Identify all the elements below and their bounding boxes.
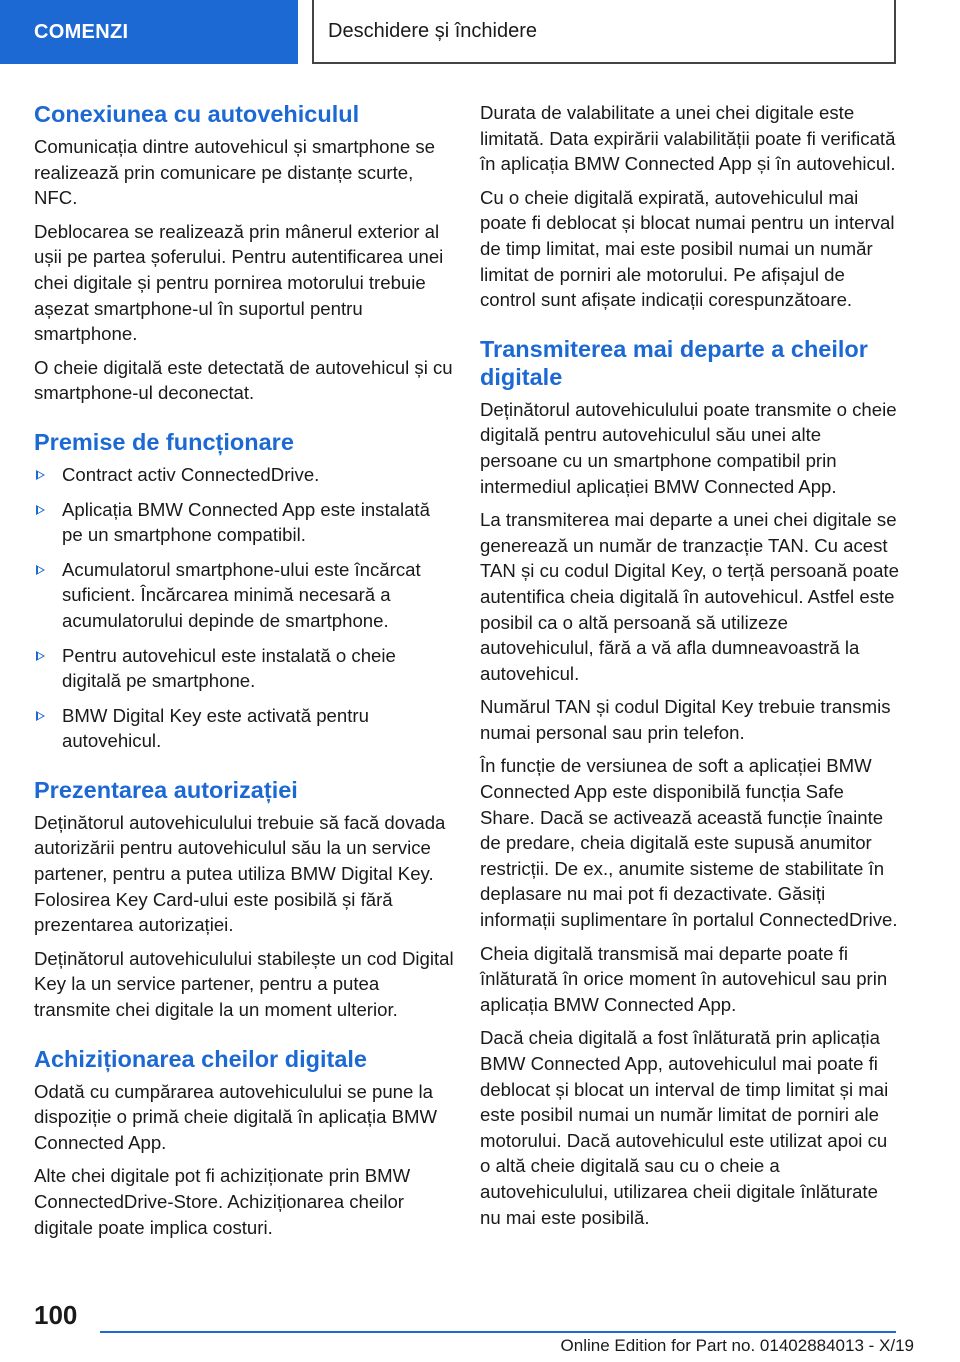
- triangle-bullet-icon: [36, 565, 45, 575]
- paragraph: Cheia digitală transmisă mai departe poate fi înlăturată în orice moment în autovehicul sau prin aplicația BMW Connected App.: [480, 942, 888, 1015]
- section-connection: [34, 100, 454, 406]
- paragraph: O cheie digitală este detectată de autovehicul și cu smartphone-ul deconectat.: [34, 356, 453, 404]
- paragraph: Dacă cheia digitală a fost înlăturată prin aplicația BMW Connected App, autovehiculul mai poate fi deblocat și blocat un interval de timp limitat și mai este posibil numai un număr limitat de porniri ale motorului. Dacă autovehiculul este utilizat apoi cu o altă cheie digitală sau cu o cheie a autovehiculului, utilizarea cheii digitale înlăturate nu mai este posibilă.: [480, 1027, 889, 1228]
- section-sharing: [480, 335, 900, 1230]
- paragraph: Comunicația dintre autovehicul și smartphone se realizează prin comunicare pe distanțe scurte, NFC.: [34, 136, 436, 209]
- section-tab: COMENZI: [0, 0, 298, 64]
- edition-note: Online Edition for Part no. 01402884013 - X/19: [560, 1336, 914, 1355]
- list-item-text: Pentru autovehicul este instalată o cheie digitală pe smartphone.: [62, 644, 396, 692]
- list-item-text: Aplicația BMW Connected App este instalată pe un smartphone compatibil.: [62, 498, 430, 546]
- list-item: [34, 497, 454, 548]
- paragraph: La transmiterea mai departe a unei chei digitale se generează un număr de tranzacție TAN. Cu acest TAN și cu codul Digital Key, o terță persoană poate autentifica cheia digitală în autovehicul. Astfel este posibil ca o altă persoană să utilizeze autovehiculul, fără a vă afla dumneavoastră la autovehicul.: [480, 509, 899, 684]
- footer-divider: [100, 1331, 896, 1333]
- paragraph: Deținătorul autovehiculului trebuie să facă dovada autorizării pentru autovehiculul său la un service partener, pentru a putea utiliza BMW Digital Key. Folosirea Key Card-ului este posibilă și fără prezentarea autorizației.: [34, 811, 446, 936]
- list-item-text: Contract activ ConnectedDrive.: [62, 463, 320, 485]
- section-heading: Conexiunea cu autovehiculul: [34, 101, 360, 127]
- paragraph: Deținătorul autovehiculului stabilește un cod Digital Key la un service partener, pentru a putea transmite chei digitale la un moment ulterior.: [34, 947, 454, 1021]
- triangle-bullet-icon: [36, 651, 45, 661]
- triangle-bullet-icon: [36, 470, 45, 480]
- right-column: [480, 100, 900, 1252]
- list-item: [34, 703, 454, 754]
- paragraph: Deblocarea se realizează prin mânerul exterior al ușii pe partea șoferului. Pentru autentificarea unei chei digitale și pentru pornirea motorului trebuie așezat smartphone-ul în suportul pentru smartphone.: [34, 220, 444, 345]
- section-validity: [480, 100, 900, 313]
- section-heading: Achiziționarea cheilor digitale: [34, 1045, 367, 1072]
- list-item-text: Acumulatorul smartphone-ului este încărcat suficient. Încărcarea minimă necesară a acumulatorului depinde de smartphone.: [62, 558, 421, 631]
- list-item: [34, 462, 454, 488]
- page-footer: [0, 1290, 960, 1362]
- prerequisite-list: [34, 462, 454, 754]
- section-heading: Prezentarea autorizației: [34, 776, 298, 803]
- page-number: 100: [34, 1300, 78, 1330]
- left-column: [34, 100, 454, 1262]
- triangle-bullet-icon: [36, 711, 45, 721]
- chapter-title: Deschidere și închidere: [312, 0, 896, 64]
- paragraph: Deținătorul autovehiculului poate transmite o cheie digitală pentru autovehiculul său unei alte persoane cu un smartphone compatibil prin intermediul aplicației BMW Connected App.: [480, 398, 897, 497]
- list-item: [34, 643, 454, 694]
- section-heading: Transmiterea mai departe a cheilor digitale: [480, 335, 868, 390]
- list-item-text: BMW Digital Key este activată pentru autovehicul.: [62, 704, 369, 752]
- section-prerequisites: [34, 428, 454, 754]
- paragraph: Alte chei digitale pot fi achiziționate prin BMW ConnectedDrive-Store. Achiziționarea cheilor digitale poate implica costuri.: [34, 1165, 411, 1238]
- list-item: [34, 557, 454, 634]
- triangle-bullet-icon: [36, 505, 45, 515]
- paragraph: În funcție de versiunea de soft a aplicației BMW Connected App este disponibilă funcția Safe Share. Dacă se activează această funcție înainte de predare, cheia digitală este supusă anumitor restricții. De ex., anumite sisteme de stabilitate în deplasare nu mai pot fi dezactivate. Găsiți informații suplimentare în portalul ConnectedDrive.: [480, 755, 898, 931]
- section-authorization: [34, 776, 454, 1023]
- paragraph: Durata de valabilitate a unei chei digitale este limitată. Data expirării valabilității poate fi verificată în aplicația BMW Connected App și în autovehicul.: [480, 102, 896, 175]
- paragraph: Numărul TAN și codul Digital Key trebuie transmis numai personal sau prin telefon.: [480, 696, 891, 743]
- page-header: [0, 0, 960, 66]
- paragraph: Cu o cheie digitală expirată, autovehiculul mai poate fi deblocat și blocat numai pentru un interval de timp limitat, mai este posibil numai un număr limitat de porniri ale motorului. Pe afișajul de control sunt afișate indicații corespunzătoare.: [480, 186, 895, 311]
- section-heading: Premise de funcționare: [34, 428, 294, 455]
- section-purchase: [34, 1045, 454, 1241]
- paragraph: Odată cu cumpărarea autovehiculului se pune la dispoziție o primă cheie digitală în aplicația BMW Connected App.: [34, 1080, 438, 1153]
